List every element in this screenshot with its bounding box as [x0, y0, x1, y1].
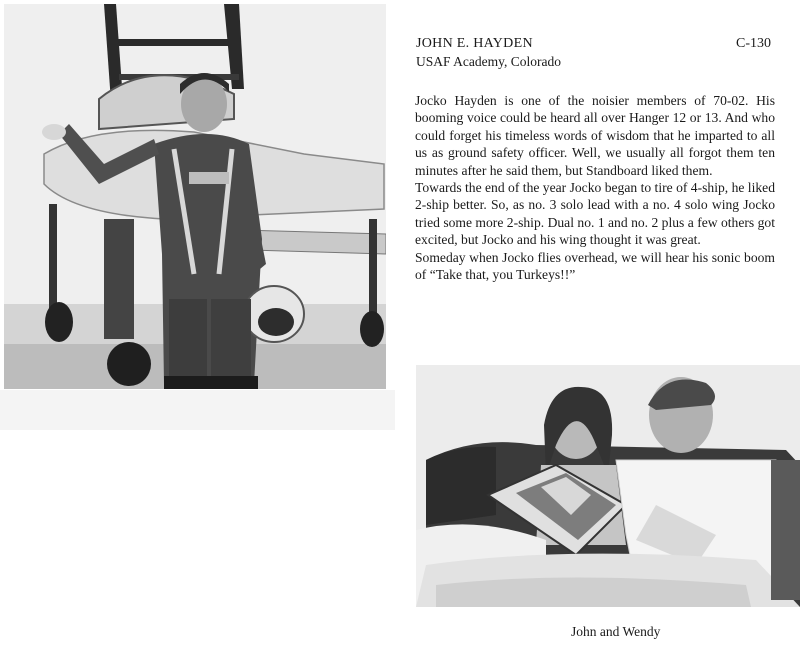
bio-paragraph: Someday when Jocko flies overhead, we will hear his sonic boom of “Take that, you Turkeys!!” — [415, 249, 775, 283]
couple-photo-illustration — [416, 365, 800, 607]
pilot-photo-illustration — [4, 4, 386, 389]
couple-photo — [416, 365, 800, 607]
photo-caption: John and Wendy — [571, 624, 661, 639]
bio-paragraph: Towards the end of the year Jocko began to tire of 4-ship, he liked 2-ship better. So, as no. 3 solo lead with a no. 4 solo wing Jocko tried some more 2-ship. Dual no. 1 and no. 2 plus a few others got excited, but Jocko and his wing thought it was great. — [415, 180, 775, 248]
cadet-location: USAF Academy, Colorado — [416, 54, 561, 69]
photo-border-fade — [0, 390, 395, 430]
bio-paragraph: Jocko Hayden is one of the noisier members of 70-02. His booming voice could be heard all over Hanger 12 or 13. And who could forget his timeless words of wisdom that he imparted to all us as ground safety officer. Well, we usually all forgot them ten minutes after he said them, but Standboard liked them. — [415, 93, 775, 178]
aircraft-assignment: C-130 — [736, 36, 771, 51]
pilot-photo — [4, 4, 386, 389]
cadet-name: JOHN E. HAYDEN — [416, 36, 533, 51]
biography — [415, 92, 775, 283]
